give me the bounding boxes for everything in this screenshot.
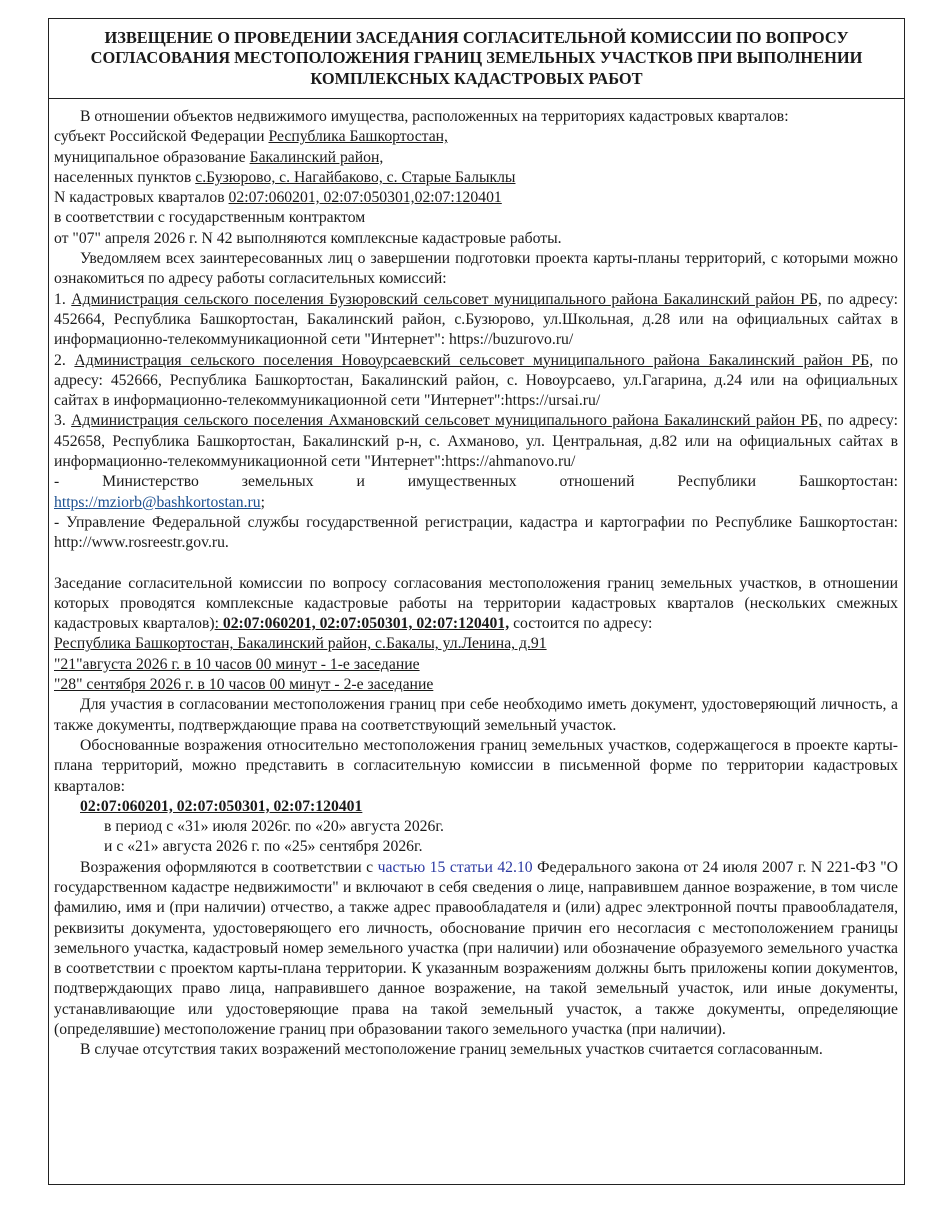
quarters-line xyxy=(54,188,898,208)
law-article-link[interactable]: частью 15 статьи 42.10 xyxy=(377,858,533,876)
notice-body xyxy=(49,99,904,1061)
requirements-post: Федерального закона от 24 июля 2007 г. N 221-ФЗ "О государственном кадастре недвижимости" и включают в себя сведения о лице, направившем данное возражение, в том числе фамилию, имя и (при наличии) отчество, а также адрес правообладателя и (или) адрес электронной почты правообладателя, реквизиты документа, удостоверяющего его личность, обоснование причин его несогласия с местоположением границы земельного участка, кадастровый номер земельного участка (при наличии) или обозначение образуемого земельного участка в соответствии с проектом карты-плана территории. К указанным возражениям должны быть приложены копии документов, подтверждающих право лица, направившего данное возражение, на такой земельный участок, или иные документы, устанавливающие или удостоверяющие права на такой земельный участок, а также документы, определяющие (определявшие) местоположение границ при образовании такого земельного участка (при наличии). xyxy=(54,858,898,1039)
commission-item-3 xyxy=(54,411,898,472)
subject-value: Республика Башкортостан, xyxy=(268,128,448,146)
notice-paragraph: Уведомляем всех заинтересованных лиц о завершении подготовки проекта карты-планы территорий, с которыми можно ознакомиться по адресу работы согласительных комиссий: xyxy=(54,250,898,288)
item-organization[interactable]: Администрация сельского поселения Новоурсаевский сельсовет муниципального района Бакалинский район РБ, xyxy=(74,351,874,369)
item-address: по адресу: 452658, Республика Башкортостан, Бакалинский р-н, с. Ахманово, ул. Центральная, д.82 или на официальных сайтах в информационно-телекоммуникационной сети "Интернет":https://ahmanovo.ru/ xyxy=(54,412,898,471)
session-1-line xyxy=(54,655,898,675)
item-number: 2. xyxy=(54,351,75,369)
meeting-paragraph xyxy=(54,574,898,635)
settlements-line xyxy=(54,168,898,188)
session-2: "28" сентября 2026 г. в 10 часов 00 минут - 2-е заседание xyxy=(54,676,434,694)
item-address: по адресу: 452666, Республика Башкортостан, Бакалинский район, с. Новоурсаево, ул.Гагарина, д.24 или на официальных сайтах в информационно-телекоммуникационной сети "Интернет":https://ursai.ru/ xyxy=(54,351,898,410)
period-1: в период с «31» июля 2026г. по «20» августа 2026г. xyxy=(104,818,444,836)
ministry-word: - xyxy=(54,473,60,491)
subject-label: субъект Российской Федерации xyxy=(54,128,269,146)
ministry-word: имущественных xyxy=(407,473,517,491)
objection-quarters: 02:07:060201, 02:07:050301, 02:07:120401 xyxy=(80,797,363,815)
contract-line: в соответствии с государственным контрактом xyxy=(54,209,366,227)
quarters-value: 02:07:060201, 02:07:050301,02:07:120401 xyxy=(228,189,502,207)
ministry-word: Башкортостан: xyxy=(798,473,898,491)
spacer xyxy=(54,554,898,574)
rosreestr-line: - Управление Федеральной службы государственной регистрации, кадастра и картографии по Республике Башкортостан: http://www.rosreestr.gov.ru. xyxy=(54,513,898,552)
commission-item-2 xyxy=(54,351,898,412)
notice-frame xyxy=(48,18,905,1185)
subject-line xyxy=(54,127,898,147)
session-2-line xyxy=(54,675,898,695)
requirements-pre: Возражения оформляются в соответствии с xyxy=(80,858,378,876)
ministry-word: и xyxy=(356,473,365,491)
municipality-value: Бакалинский район, xyxy=(249,148,384,166)
quarters-label: N кадастровых кварталов xyxy=(54,189,229,207)
settlements-value: с.Бузюрово, с. Нагайбаково, с. Старые Балыклы xyxy=(195,168,516,186)
objections-paragraph: Обоснованные возражения относительно местоположения границ земельных участков, содержащегося в проекте карты-плана территорий, можно представить в согласительную комиссии в письменной форме по территории кадастровых кварталов: xyxy=(54,736,898,795)
meeting-address: Республика Башкортостан, Бакалинский район, с.Бакалы, ул.Ленина, д.91 xyxy=(54,635,547,653)
commission-item-1 xyxy=(54,290,898,351)
ministry-line xyxy=(54,472,898,492)
objection-quarters-line xyxy=(54,797,898,817)
item-organization[interactable]: Администрация сельского поселения Ахмановский сельсовет муниципального района Бакалинский район РБ, xyxy=(71,412,823,430)
session-1: "21"августа 2026 г. в 10 часов 00 минут - 1-е заседание xyxy=(54,655,420,673)
meeting-quarters: 02:07:060201, 02:07:050301, 02:07:120401, xyxy=(218,615,510,633)
date-line: от "07" апреля 2026 г. N 42 выполняются комплексные кадастровые работы. xyxy=(54,229,562,247)
ministry-word: отношений xyxy=(559,473,635,491)
settlements-label: населенных пунктов xyxy=(54,168,196,186)
item-address: по адресу: 452664, Республика Башкортостан, Бакалинский район, с.Бузюрово, ул.Школьная, д.28 или на официальных сайтах в информационно-телекоммуникационной сети "Интернет": https://buzurovo.ru/ xyxy=(54,290,898,349)
ministry-email-link[interactable]: https://mziorb@bashkortostan.ru xyxy=(54,493,261,511)
intro-lead: В отношении объектов недвижимого имущества, расположенных на территориях кадастровых кварталов: xyxy=(80,108,789,125)
meeting-address-line xyxy=(54,634,898,654)
ministry-word: Министерство xyxy=(102,473,199,491)
meeting-text: Заседание согласительной комиссии по вопросу согласования местоположения границ земельных участков, в отношении которых проводятся комплексные кадастровые работы на территории кадастровых кварталов (нескольких смежных кадастровых кварталов) xyxy=(54,574,898,633)
ministry-word: земельных xyxy=(241,473,314,491)
email-tail: ; xyxy=(260,493,265,511)
closing-paragraph: В случае отсутствия таких возражений местоположение границ земельных участков считается согласованным. xyxy=(80,1041,823,1059)
notice-title: ИЗВЕЩЕНИЕ О ПРОВЕДЕНИИ ЗАСЕДАНИЯ СОГЛАСИТЕЛЬНОЙ КОМИССИИ ПО ВОПРОСУ СОГЛАСОВАНИЯ МЕСТОПОЛОЖЕНИЯ ГРАНИЦ ЗЕМЕЛЬНЫХ УЧАСТКОВ ПРИ ВЫПОЛНЕНИИ КОМПЛЕКСНЫХ КАДАСТРОВЫХ РАБОТ xyxy=(49,19,904,99)
period-2: и с «21» августа 2026 г. по «25» сентября 2026г. xyxy=(104,838,423,856)
meeting-tail: состоится по адресу: xyxy=(509,615,653,633)
ministry-word: Республики xyxy=(677,473,757,491)
documents-paragraph: Для участия в согласовании местоположения границ при себе необходимо иметь документ, удостоверяющий личность, а также документы, подтверждающие права на соответствующий земельный участок. xyxy=(54,696,898,734)
ministry-email-line xyxy=(54,493,898,513)
meeting-colon: : xyxy=(214,615,219,633)
item-number: 1. xyxy=(54,290,72,308)
item-number: 3. xyxy=(54,412,72,430)
municipality-label: муниципальное образование xyxy=(54,148,250,166)
requirements-paragraph xyxy=(54,858,898,1041)
item-organization[interactable]: Администрация сельского поселения Бузюровский сельсовет муниципального района Бакалинский район РБ, xyxy=(71,290,822,308)
municipality-line xyxy=(54,148,898,168)
